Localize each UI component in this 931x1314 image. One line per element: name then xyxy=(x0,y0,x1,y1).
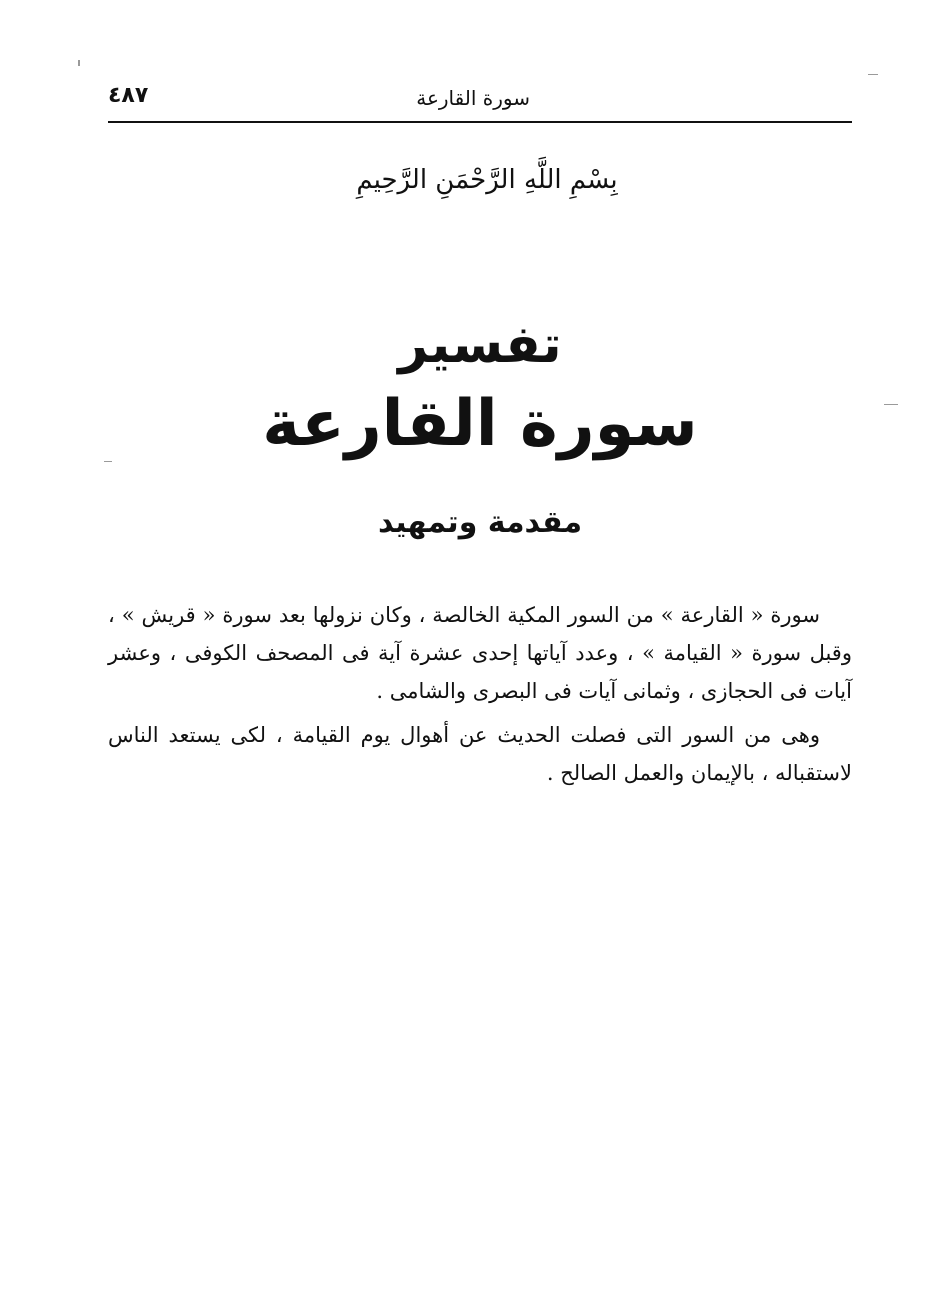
section-heading: مقدمة وتمهيد xyxy=(377,505,583,540)
scan-speck xyxy=(884,404,898,405)
header-divider xyxy=(108,121,852,123)
title-tafsir: تفسير xyxy=(398,315,562,375)
scan-speck xyxy=(868,74,878,75)
paragraph-1: سورة « القارعة » من السور المكية الخالصة ، وكان نزولها بعد سورة « قريش » ، وقبل سورة « القيامة » ، وعدد آياتها إحدى عشرة آية فى المصحف الكوفى ، وعشر آيات فى الحجازى ، وثمانى آيات فى البصرى والشامى . xyxy=(108,603,852,703)
scan-speck xyxy=(78,60,80,66)
scan-speck xyxy=(104,461,112,462)
paragraph-2: وهى من السور التى فصلت الحديث عن أهوال يوم القيامة ، لكى يستعد الناس لاستقباله ، بالإيمان والعمل الصالح . xyxy=(108,723,852,785)
title-surah-name: سورة القارعة xyxy=(262,387,698,461)
running-title: سورة القارعة xyxy=(416,86,530,110)
page-number: ٤٨٧ xyxy=(108,83,149,108)
running-header xyxy=(108,82,852,116)
basmala: بِسْمِ اللَّهِ الرَّحْمَنِ الرَّحِيمِ xyxy=(356,165,618,195)
body-text xyxy=(108,596,852,798)
